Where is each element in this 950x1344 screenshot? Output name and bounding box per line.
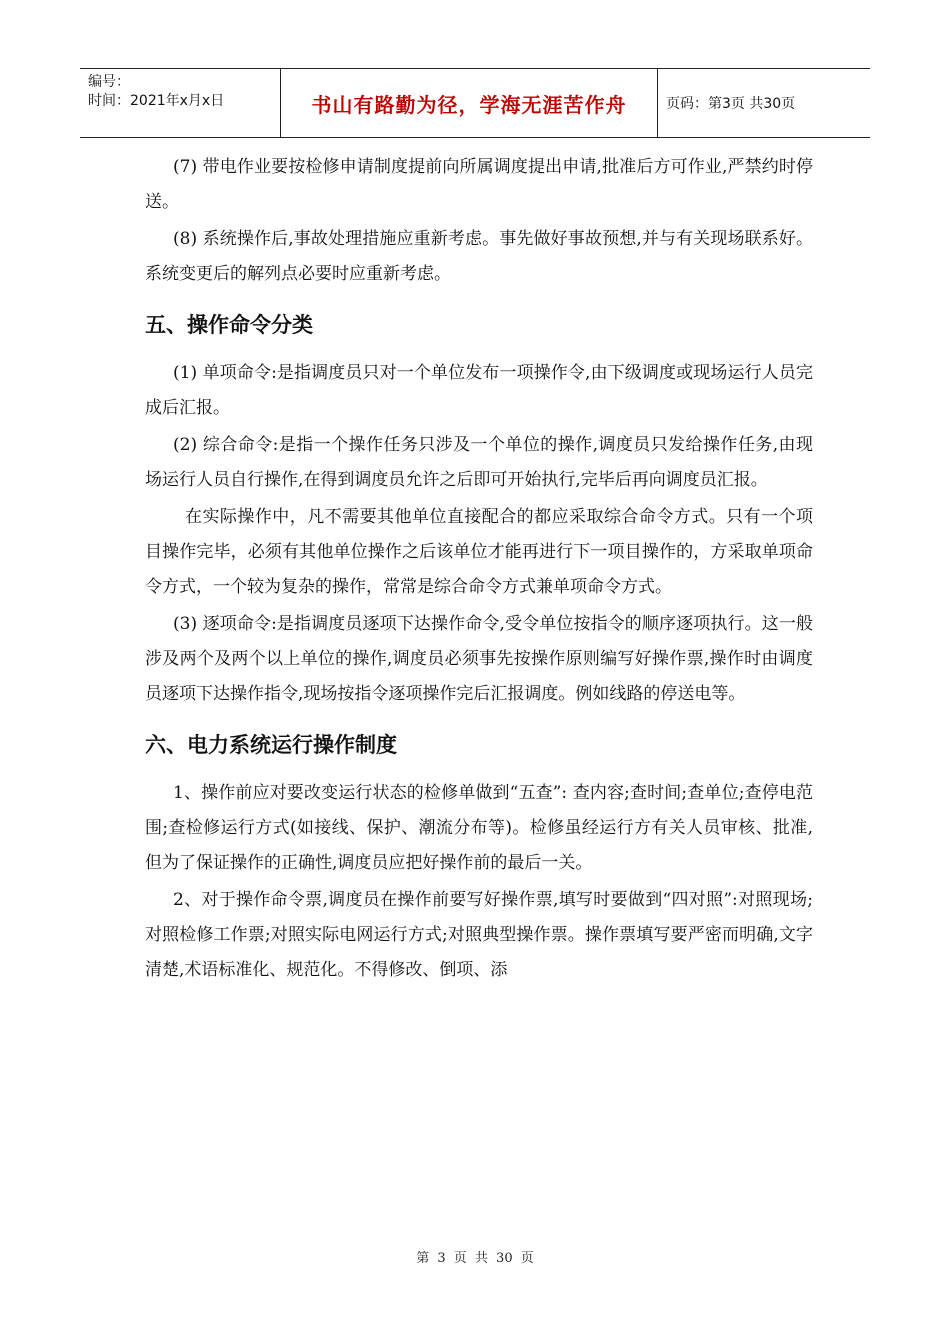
header-meta (80, 69, 280, 137)
paragraph-practice-note: 在实际操作中，凡不需要其他单位直接配合的都应采取综合命令方式。只有一个项目操作完毕，必须有其他单位操作之后该单位才能再进行下一项目操作的，方采取单项命令方式，一个较为复杂的操作，常常是综合命令方式兼单项命令方式。 (145, 507, 813, 597)
page-footer: 第 3 页 共 30 页 (416, 1251, 534, 1266)
paragraph-itemized-command: (3) 逐项命令:是指调度员逐项下达操作命令,受令单位按指令的顺序逐项执行。这一般涉及两个及两个以上单位的操作,调度员必须事先按操作原则编写好操作票,操作时由调度员逐项下达操作指令,现场按指令逐项操作完后汇报调度。例如线路的停送电等。 (145, 614, 813, 704)
document-body (145, 150, 813, 990)
header-motto: 书山有路勤为径，学海无涯苦作舟 (311, 92, 627, 117)
paragraph-rule-2: 2、对于操作命令票,调度员在操作前要写好操作票,填写时要做到“四对照”:对照现场;对照检修工作票;对照实际电网运行方式;对照典型操作票。操作票填写要严密而明确,文字清楚,术语标准化、规范化。不得修改、倒项、添 (145, 890, 813, 980)
paragraph-item-7: (7) 带电作业要按检修申请制度提前向所属调度提出申请,批准后方可作业,严禁约时停送。 (145, 157, 813, 212)
document-date: 时间：2021年x月x日 (88, 93, 225, 109)
document-header (80, 68, 870, 138)
paragraph-rule-1: 1、操作前应对要改变运行状态的检修单做到“五查”: 查内容;查时间;查单位;查停电范围;查检修运行方式(如接线、保护、潮流分布等)。检修虽经运行方有关人员审核、批准,但为了保证操作的正确性,调度员应把好操作前的最后一关。 (145, 783, 813, 873)
document-number-label: 编号： (88, 74, 130, 90)
section-heading-6: 六、电力系统运行操作制度 (145, 733, 397, 757)
paragraph-single-command: (1) 单项命令:是指调度员只对一个单位发布一项操作令,由下级调度或现场运行人员完成后汇报。 (145, 363, 813, 418)
header-page-info: 页码：第3页 共30页 (666, 96, 796, 112)
section-heading-5: 五、操作命令分类 (145, 313, 313, 337)
paragraph-composite-command: (2) 综合命令:是指一个操作任务只涉及一个单位的操作,调度员只发给操作任务,由现场运行人员自行操作,在得到调度员允许之后即可开始执行,完毕后再向调度员汇报。 (145, 435, 813, 490)
paragraph-item-8: (8) 系统操作后,事故处理措施应重新考虑。事先做好事故预想,并与有关现场联系好。系统变更后的解列点必要时应重新考虑。 (145, 229, 813, 284)
header-motto-cell (280, 69, 658, 137)
